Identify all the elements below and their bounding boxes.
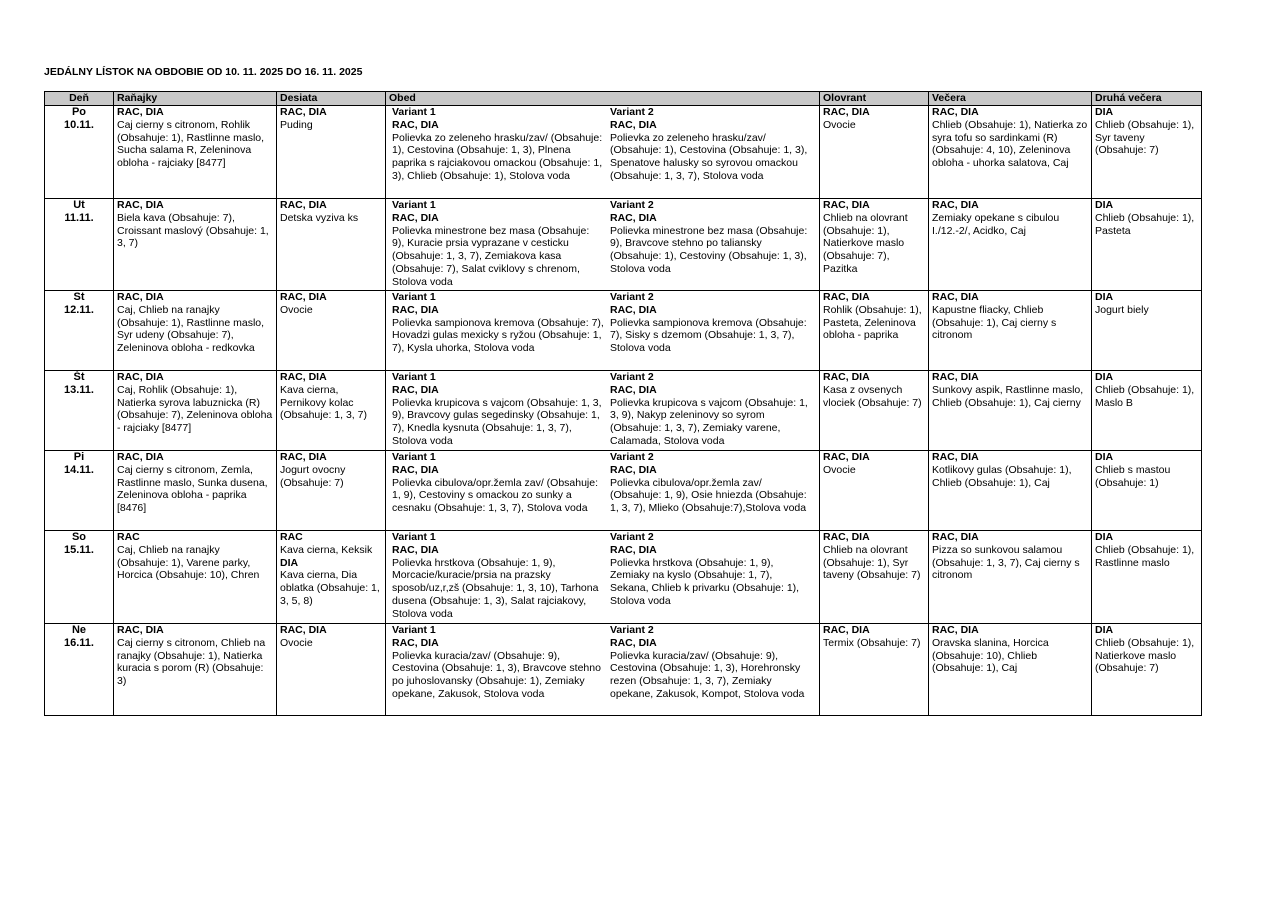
- vecera-cell: [929, 531, 1092, 624]
- day-name: Ne: [71, 624, 87, 636]
- diet-label: DIA: [1095, 451, 1114, 463]
- meal-text: Kotlikovy gulas (Obsahuje: 1), Chlieb (Obsahuje: 1), Caj: [932, 463, 1072, 489]
- obed-cell: [386, 531, 820, 624]
- ranajky-cell: [114, 199, 277, 291]
- table-row: [45, 451, 1202, 531]
- meal-text: Ovocie: [280, 303, 313, 316]
- meal-text: Rohlik (Obsahuje: 1), Pasteta, Zeleninova obloha - paprika: [823, 303, 922, 342]
- olovrant-cell: [820, 371, 929, 451]
- desiata-cell: [277, 291, 386, 371]
- diet-label: RAC, DIA: [280, 199, 327, 211]
- meal-text: Polievka minestrone bez masa (Obsahuje: 9), Bravcove stehno po taliansky (Obsahuje: 1), Cestoviny (Obsahuje: 1, 3), Stolova voda: [610, 224, 808, 275]
- diet-label: RAC, DIA: [117, 291, 164, 303]
- druha-vecera-cell: [1092, 531, 1202, 624]
- variant-label: Variant 1: [392, 624, 436, 636]
- diet-label: RAC, DIA: [610, 211, 657, 224]
- meal-text: Jogurt biely: [1095, 303, 1149, 316]
- table-row: [45, 199, 1202, 291]
- diet-label: DIA: [1095, 291, 1114, 303]
- diet-label: DIA: [1095, 199, 1114, 211]
- meal-text: Biela kava (Obsahuje: 7), Croissant maslový (Obsahuje: 1, 3, 7): [117, 211, 269, 250]
- druha-vecera-cell: [1092, 451, 1202, 531]
- page-title: JEDÁLNY LÍSTOK NA OBDOBIE OD 10. 11. 2025 DO 16. 11. 2025: [44, 66, 363, 78]
- variant-label: Variant 1: [392, 371, 436, 383]
- day-name: St: [73, 291, 85, 303]
- olovrant-cell: [820, 451, 929, 531]
- obed-cell: [386, 624, 820, 716]
- table-row: [45, 371, 1202, 451]
- diet-label: RAC, DIA: [823, 106, 870, 118]
- diet-label: DIA: [1095, 371, 1114, 383]
- olovrant-cell: [820, 106, 929, 199]
- meal-text: Chlieb (Obsahuje: 1), Rastlinne maslo: [1095, 543, 1195, 569]
- header-druha-vecera: Druhá večera: [1092, 92, 1202, 106]
- obed-cell: [386, 199, 820, 291]
- day-cell: [45, 451, 114, 531]
- obed-variant-2: [607, 199, 816, 289]
- diet-label: RAC, DIA: [823, 371, 870, 383]
- day-date: 13.11.: [64, 384, 94, 396]
- desiata-cell: [277, 624, 386, 716]
- meal-text: Polievka cibulova/opr.žemla zav/ (Obsahuje: 1, 9), Cestoviny s omackou zo sunky a cesnaku (Obsahuje: 1, 3, 7), Stolova voda: [392, 476, 599, 515]
- meal-text: Chlieb (Obsahuje: 1), Syr taveny (Obsahuje: 7): [1095, 118, 1195, 157]
- meal-text: Ovocie: [280, 636, 313, 649]
- day-date: 16.11.: [64, 637, 94, 649]
- obed-variant-2: [607, 451, 816, 515]
- meal-text: Polievka krupicova s vajcom (Obsahuje: 1, 3, 9), Nakyp zeleninovy so syrom (Obsahuje: 1, 3, 7), Zemiaky varene, Calamada, Stolova voda: [610, 396, 808, 447]
- diet-label: RAC, DIA: [117, 371, 164, 383]
- diet-label: RAC, DIA: [280, 624, 327, 636]
- diet-label: DIA: [1095, 624, 1114, 636]
- diet-label: RAC: [280, 531, 303, 543]
- table-row: [45, 106, 1202, 199]
- diet-label: RAC, DIA: [932, 291, 979, 303]
- meal-text: Pizza so sunkovou salamou (Obsahuje: 1, 3, 7), Caj cierny s citronom: [932, 543, 1080, 582]
- variant-label: Variant 2: [610, 531, 654, 543]
- day-date: 15.11.: [64, 544, 94, 556]
- table-row: [45, 531, 1202, 624]
- meal-text: Kasa z ovsenych vlociek (Obsahuje: 7): [823, 383, 922, 409]
- olovrant-cell: [820, 531, 929, 624]
- meal-text: Polievka hrstkova (Obsahuje: 1, 9), Morcacie/kuracie/prsia na prazsky sposob/uz,r,zš (Obsahuje: 1, 3, 10), Tarhona dusena (Obsahuje: 1, 3), Salat rajciakovy, Stolova voda: [392, 556, 599, 620]
- header-ranajky: Raňajky: [114, 92, 277, 106]
- ranajky-cell: [114, 451, 277, 531]
- meal-text: Chlieb na olovrant (Obsahuje: 1), Natierkove maslo (Obsahuje: 7), Pazitka: [823, 211, 908, 275]
- variant-label: Variant 1: [392, 106, 436, 118]
- table-row: [45, 624, 1202, 716]
- table-row: [45, 291, 1202, 371]
- diet-label: RAC, DIA: [932, 199, 979, 211]
- obed-variant-1: [389, 291, 607, 355]
- diet-label: RAC, DIA: [117, 451, 164, 463]
- day-cell: [45, 371, 114, 451]
- diet-label: RAC, DIA: [932, 531, 979, 543]
- variant-label: Variant 1: [392, 199, 436, 211]
- header-olovrant: Olovrant: [820, 92, 929, 106]
- meal-text: Detska vyziva ks: [280, 211, 359, 224]
- olovrant-cell: [820, 291, 929, 371]
- obed-cell: [386, 451, 820, 531]
- diet-label: RAC, DIA: [280, 106, 327, 118]
- diet-label-2: DIA: [280, 556, 299, 569]
- variant-label: Variant 2: [610, 624, 654, 636]
- meal-text: Jogurt ovocny (Obsahuje: 7): [280, 463, 346, 489]
- meal-text: Chlieb (Obsahuje: 1), Natierka zo syra tofu so sardinkami (R) (Obsahuje: 4, 10), Zeleninova obloha - uhorka salatova, Caj: [932, 118, 1088, 170]
- diet-label: RAC, DIA: [932, 624, 979, 636]
- variant-label: Variant 2: [610, 199, 654, 211]
- day-date: 12.11.: [64, 304, 94, 316]
- variant-label: Variant 1: [392, 291, 436, 303]
- meal-text: Kapustne fliacky, Chlieb (Obsahuje: 1), Caj cierny s citronom: [932, 303, 1057, 342]
- diet-label: RAC, DIA: [392, 543, 439, 556]
- vecera-cell: [929, 291, 1092, 371]
- meal-text: Polievka kuracia/zav/ (Obsahuje: 9), Cestovina (Obsahuje: 1, 3), Horehronsky rezen (Obsahuje: 1, 3, 7), Zemiaky opekane, Zakusok, Kompot, Stolova voda: [610, 649, 805, 700]
- day-cell: [45, 199, 114, 291]
- meal-text: Sunkovy aspik, Rastlinne maslo, Chlieb (Obsahuje: 1), Caj cierny: [932, 383, 1084, 409]
- diet-label: RAC, DIA: [610, 463, 657, 476]
- ranajky-cell: [114, 291, 277, 371]
- day-name: Št: [73, 371, 85, 383]
- obed-variant-1: [389, 371, 607, 448]
- meal-text: Polievka sampionova kremova (Obsahuje: 7), Hovadzi gulas mexicky s ryžou (Obsahuje: 1, 7), Kysla uhorka, Stolova voda: [392, 316, 604, 355]
- obed-cell: [386, 106, 820, 199]
- obed-cell: [386, 371, 820, 451]
- diet-label: RAC, DIA: [392, 463, 439, 476]
- day-date: 10.11.: [64, 119, 94, 131]
- meal-text: Puding: [280, 118, 313, 131]
- diet-label: RAC, DIA: [610, 383, 657, 396]
- diet-label: RAC, DIA: [280, 291, 327, 303]
- diet-label: RAC, DIA: [610, 303, 657, 316]
- obed-variant-2: [607, 371, 816, 448]
- meal-text: Polievka krupicova s vajcom (Obsahuje: 1, 3, 9), Bravcovy gulas segedinsky (Obsahuje: 1, 7), Knedla kysnuta (Obsahuje: 1, 3, 7), Stolova voda: [392, 396, 602, 447]
- meal-text: Caj cierny s citronom, Zemla, Rastlinne maslo, Sunka dusena, Zeleninova obloha - paprika [8476]: [117, 463, 268, 515]
- ranajky-cell: [114, 624, 277, 716]
- olovrant-cell: [820, 624, 929, 716]
- day-cell: [45, 624, 114, 716]
- meal-text: Chlieb (Obsahuje: 1), Maslo B: [1095, 383, 1195, 409]
- vecera-cell: [929, 624, 1092, 716]
- desiata-cell: [277, 371, 386, 451]
- meal-text: Chlieb na olovrant (Obsahuje: 1), Syr taveny (Obsahuje: 7): [823, 543, 921, 582]
- day-date: 11.11.: [64, 212, 94, 224]
- day-name: Pi: [73, 451, 85, 463]
- druha-vecera-cell: [1092, 291, 1202, 371]
- obed-variant-2: [607, 291, 816, 355]
- meal-text: Polievka zo zeleneho hrasku/zav/ (Obsahuje: 1), Cestovina (Obsahuje: 1, 3), Plnena paprika s rajciakovou omackou (Obsahuje: 1, 3), Chlieb (Obsahuje: 1), Stolova voda: [392, 131, 603, 182]
- meal-text: Polievka hrstkova (Obsahuje: 1, 9), Zemiaky na kyslo (Obsahuje: 1, 7), Sekana, Chlieb k privarku (Obsahuje: 1), Stolova voda: [610, 556, 800, 607]
- diet-label: RAC, DIA: [610, 636, 657, 649]
- diet-label: RAC, DIA: [280, 371, 327, 383]
- diet-label: RAC, DIA: [823, 199, 870, 211]
- day-cell: [45, 531, 114, 624]
- meal-text: Chlieb (Obsahuje: 1), Natierkove maslo (Obsahuje: 7): [1095, 636, 1195, 675]
- meal-text: Polievka minestrone bez masa (Obsahuje: 9), Kuracie prsia vyprazane v cesticku (Obsahuje: 1, 3, 7), Zemiakova kasa (Obsahuje: 7), Salat cviklovy s chrenom, Stolova voda: [392, 224, 590, 288]
- header-vecera: Večera: [929, 92, 1092, 106]
- meal-text: Caj, Chlieb na ranajky (Obsahuje: 1), Rastlinne maslo, Syr udeny (Obsahuje: 7), Zeleninova obloha - redkovka: [117, 303, 265, 355]
- diet-label: RAC, DIA: [932, 106, 979, 118]
- meal-text: Caj cierny s citronom, Chlieb na ranajky (Obsahuje: 1), Natierka kuracia s porom (R) (Obsahuje: 3): [117, 636, 266, 688]
- desiata-cell: [277, 451, 386, 531]
- meal-text: Polievka sampionova kremova (Obsahuje: 7), Sisky s dzemom (Obsahuje: 1, 3, 7), Stolova voda: [610, 316, 807, 355]
- diet-label: RAC, DIA: [823, 451, 870, 463]
- diet-label: RAC, DIA: [823, 624, 870, 636]
- meal-text: Chlieb s mastou (Obsahuje: 1): [1095, 463, 1171, 489]
- diet-label: RAC, DIA: [392, 636, 439, 649]
- meal-text: Caj, Chlieb na ranajky (Obsahuje: 1), Varene parky, Horcica (Obsahuje: 10), Chren: [117, 543, 260, 582]
- variant-label: Variant 2: [610, 451, 654, 463]
- diet-label: RAC, DIA: [117, 624, 164, 636]
- druha-vecera-cell: [1092, 371, 1202, 451]
- meal-text: Oravska slanina, Horcica (Obsahuje: 10), Chlieb (Obsahuje: 1), Caj: [932, 636, 1049, 675]
- druha-vecera-cell: [1092, 624, 1202, 716]
- variant-label: Variant 1: [392, 531, 436, 543]
- variant-label: Variant 2: [610, 106, 654, 118]
- meal-text: Caj, Rohlik (Obsahuje: 1), Natierka syrova labuznicka (R) (Obsahuje: 7), Zeleninova obloha - rajciaky [8477]: [117, 383, 273, 435]
- variant-label: Variant 2: [610, 291, 654, 303]
- obed-variant-2: [607, 106, 816, 183]
- diet-label: RAC, DIA: [610, 543, 657, 556]
- diet-label: RAC, DIA: [392, 303, 439, 316]
- variant-label: Variant 2: [610, 371, 654, 383]
- diet-label: RAC, DIA: [117, 199, 164, 211]
- desiata-cell: [277, 106, 386, 199]
- header-day: Deň: [45, 92, 114, 106]
- day-cell: [45, 106, 114, 199]
- day-name: Po: [71, 106, 87, 118]
- ranajky-cell: [114, 106, 277, 199]
- day-name: Ut: [73, 199, 85, 211]
- vecera-cell: [929, 451, 1092, 531]
- obed-variant-1: [389, 106, 607, 183]
- ranajky-cell: [114, 531, 277, 624]
- menu-table: [44, 91, 1202, 716]
- obed-variant-2: [607, 624, 816, 701]
- meal-text: Kava cierna, Pernikovy kolac (Obsahuje: 1, 3, 7): [280, 383, 367, 422]
- meal-text: Termix (Obsahuje: 7): [823, 636, 921, 649]
- diet-label: DIA: [1095, 531, 1114, 543]
- diet-label: RAC, DIA: [392, 383, 439, 396]
- day-name: So: [71, 531, 87, 543]
- header-row: [45, 92, 1202, 106]
- diet-label: RAC, DIA: [392, 118, 439, 131]
- day-date: 14.11.: [64, 464, 94, 476]
- meal-text: Polievka cibulova/opr.žemla zav/ (Obsahuje: 1, 9), Osie hniezda (Obsahuje: 1, 3, 7), Mlieko (Obsahuje:7),Stolova voda: [610, 476, 807, 515]
- header-desiata: Desiata: [277, 92, 386, 106]
- meal-text: Polievka kuracia/zav/ (Obsahuje: 9), Cestovina (Obsahuje: 1, 3), Bravcove stehno po juhoslovansky (Obsahuje: 1), Zemiaky opekane, Zakusok, Stolova voda: [392, 649, 601, 700]
- diet-label: RAC, DIA: [117, 106, 164, 118]
- obed-variant-1: [389, 199, 607, 289]
- obed-variant-1: [389, 624, 607, 701]
- meal-text: Ovocie: [823, 463, 856, 476]
- meal-text: Ovocie: [823, 118, 856, 131]
- diet-label: RAC, DIA: [932, 451, 979, 463]
- diet-label: RAC, DIA: [823, 291, 870, 303]
- druha-vecera-cell: [1092, 199, 1202, 291]
- desiata-cell: [277, 199, 386, 291]
- diet-label: RAC, DIA: [610, 118, 657, 131]
- meal-text: Kava cierna, Keksik: [280, 543, 373, 556]
- obed-variant-1: [389, 531, 607, 621]
- ranajky-cell: [114, 371, 277, 451]
- diet-label: DIA: [1095, 106, 1114, 118]
- meal-text: Zemiaky opekane s cibulou I./12.-2/, Acidko, Caj: [932, 211, 1060, 237]
- meal-text: Chlieb (Obsahuje: 1), Pasteta: [1095, 211, 1195, 237]
- obed-cell: [386, 291, 820, 371]
- day-cell: [45, 291, 114, 371]
- header-obed: Obed: [386, 92, 820, 106]
- meal-text: Polievka zo zeleneho hrasku/zav/ (Obsahuje: 1), Cestovina (Obsahuje: 1, 3), Spenatove halusky so syrovou omackou (Obsahuje: 1, 3, 7), Stolova voda: [610, 131, 808, 182]
- olovrant-cell: [820, 199, 929, 291]
- vecera-cell: [929, 371, 1092, 451]
- diet-label: RAC, DIA: [280, 451, 327, 463]
- obed-variant-2: [607, 531, 816, 621]
- diet-label: RAC, DIA: [823, 531, 870, 543]
- vecera-cell: [929, 106, 1092, 199]
- diet-label: RAC: [117, 531, 140, 543]
- vecera-cell: [929, 199, 1092, 291]
- diet-label: RAC, DIA: [392, 211, 439, 224]
- variant-label: Variant 1: [392, 451, 436, 463]
- meal-text: Caj cierny s citronom, Rohlik (Obsahuje: 1), Rastlinne maslo, Sucha salama R, Zeleninova obloha - rajciaky [8477]: [117, 118, 265, 170]
- desiata-cell: [277, 531, 386, 624]
- druha-vecera-cell: [1092, 106, 1202, 199]
- diet-label: RAC, DIA: [932, 371, 979, 383]
- obed-variant-1: [389, 451, 607, 515]
- meal-text-2: Kava cierna, Dia oblatka (Obsahuje: 1, 3, 5, 8): [280, 569, 380, 607]
